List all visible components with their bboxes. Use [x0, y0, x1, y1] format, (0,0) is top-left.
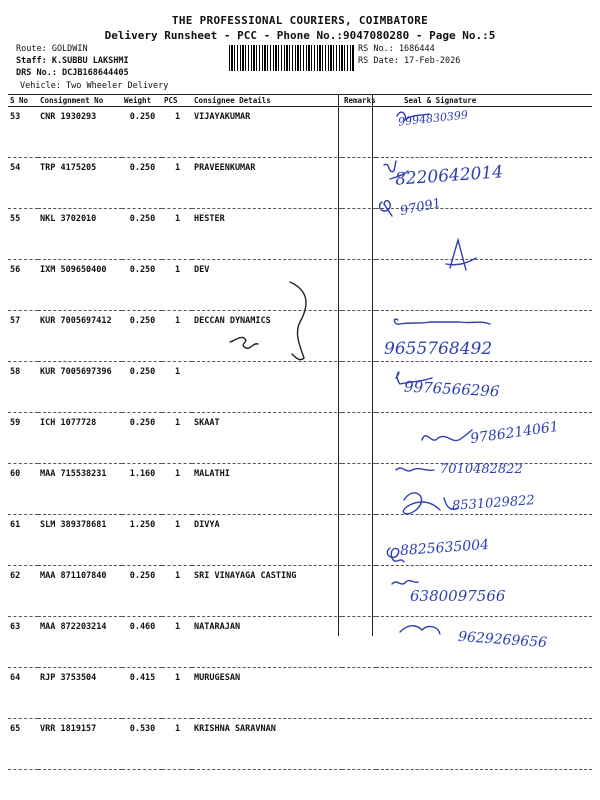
- vehicle-label: Vehicle: Two Wheeler Delivery: [20, 81, 169, 91]
- scribble-row-61: [396, 468, 434, 471]
- scribble-row-62: [403, 493, 458, 514]
- pieces: 1: [162, 566, 192, 617]
- consignee-name: HESTER: [192, 209, 342, 260]
- signature-row-61: 7010482822: [440, 462, 523, 477]
- consignment-number: IXM 509650400: [38, 260, 122, 311]
- rs-number: RS No.: 1686444: [358, 44, 435, 54]
- consignment-number: ICH 1077728: [38, 413, 122, 464]
- scribble-row-55: [380, 201, 392, 216]
- consignee-name: PRAVEENKUMAR: [192, 158, 342, 209]
- consignment-number: VRR 1819157: [38, 719, 122, 770]
- serial-number: 63: [8, 617, 38, 668]
- scribble-row-58-remark: [230, 337, 258, 348]
- signature-row-55: 97091: [398, 195, 443, 220]
- consignment-number: MAA 872203214: [38, 617, 122, 668]
- scribble-row-63: [387, 548, 404, 562]
- serial-number: 55: [8, 209, 38, 260]
- signature-row-65: 9629269656: [457, 628, 548, 652]
- consignee-name: SKAAT: [192, 413, 342, 464]
- serial-number: 60: [8, 464, 38, 515]
- serial-number: 56: [8, 260, 38, 311]
- consignment-number: SLM 389378681: [38, 515, 122, 566]
- weight: 0.250: [122, 260, 162, 311]
- pieces: 1: [162, 413, 192, 464]
- col-signature: Seal & Signature: [376, 95, 592, 107]
- scribble-row-64: [392, 581, 418, 584]
- consignment-number: CNR 1930293: [38, 107, 122, 158]
- scribble-row-65: [400, 626, 440, 634]
- col-consignment: Consignment No: [38, 95, 122, 107]
- scribble-row-59: [396, 372, 432, 384]
- consignment-number: RJP 3753504: [38, 668, 122, 719]
- consignment-number: MAA 715538231: [38, 464, 122, 515]
- scribble-row-53: [397, 112, 429, 120]
- pieces: 1: [162, 464, 192, 515]
- serial-number: 64: [8, 668, 38, 719]
- consignee-name: DIVYA: [192, 515, 342, 566]
- scribble-row-57: [290, 282, 306, 360]
- serial-number: 61: [8, 515, 38, 566]
- weight: 0.250: [122, 107, 162, 158]
- pieces: 1: [162, 668, 192, 719]
- consignment-number: KUR 7005697396: [38, 362, 122, 413]
- pieces: 1: [162, 617, 192, 668]
- pieces: 1: [162, 260, 192, 311]
- weight: 0.415: [122, 668, 162, 719]
- col-weight: Weight: [122, 95, 162, 107]
- weight: 0.530: [122, 719, 162, 770]
- route-label: Route: GOLDWIN: [16, 44, 88, 54]
- consignment-number: MAA 871107840: [38, 566, 122, 617]
- scribble-row-60: [422, 430, 472, 441]
- serial-number: 58: [8, 362, 38, 413]
- signature-row-53: 9994830399: [397, 108, 469, 129]
- signature-row-54: 8220642014: [394, 162, 504, 190]
- drs-number: DRS No.: DCJB168644405: [16, 68, 129, 78]
- pieces: 1: [162, 107, 192, 158]
- signature-row-64: 6380097566: [410, 587, 506, 605]
- staff-label: Staff: K.SUBBU LAKSHMI: [16, 56, 129, 66]
- company-name: THE PROFESSIONAL COURIERS, COIMBATORE: [171, 14, 429, 27]
- col-sno: S No: [8, 95, 38, 107]
- serial-number: 65: [8, 719, 38, 770]
- weight: 0.250: [122, 209, 162, 260]
- col-pcs: PCS: [162, 95, 192, 107]
- pieces: 1: [162, 719, 192, 770]
- scribble-row-54: [384, 161, 408, 179]
- consignment-number: TRP 4175205: [38, 158, 122, 209]
- signature-row-59: 9976566296: [403, 377, 500, 401]
- runsheet-title: Delivery Runsheet - PCC - Phone No.:9047080280 - Page No.:5: [104, 29, 496, 42]
- weight: 0.250: [122, 362, 162, 413]
- scribble-row-56: [446, 240, 476, 270]
- pieces: 1: [162, 158, 192, 209]
- rs-date: RS Date: 17-Feb-2026: [358, 56, 461, 66]
- serial-number: 54: [8, 158, 38, 209]
- consignment-number: NKL 3702010: [38, 209, 122, 260]
- serial-number: 62: [8, 566, 38, 617]
- consignee-name: KRISHNA SARAVNAN: [192, 719, 342, 770]
- weight: 0.460: [122, 617, 162, 668]
- consignee-name: DECCAN DYNAMICS: [192, 311, 342, 362]
- weight: 0.250: [122, 566, 162, 617]
- col-consignee: Consignee Details: [192, 95, 342, 107]
- consignee-name: SRI VINAYAGA CASTING: [192, 566, 342, 617]
- col-remarks: Remarks: [344, 96, 376, 105]
- pieces: 1: [162, 209, 192, 260]
- signature-row-63: 8825635004: [399, 536, 490, 560]
- pieces: 1: [162, 311, 192, 362]
- signature-row-62: 8531029822: [451, 493, 536, 514]
- serial-number: 53: [8, 107, 38, 158]
- serial-number: 59: [8, 413, 38, 464]
- weight: 0.250: [122, 158, 162, 209]
- consignee-name: VIJAYAKUMAR: [192, 107, 342, 158]
- consignee-name: NATARAJAN: [192, 617, 342, 668]
- pieces: 1: [162, 515, 192, 566]
- serial-number: 57: [8, 311, 38, 362]
- weight: 0.250: [122, 311, 162, 362]
- consignee-name: MURUGESAN: [192, 668, 342, 719]
- consignee-name: MALATHI: [192, 464, 342, 515]
- scribble-row-58: [394, 319, 490, 324]
- pieces: 1: [162, 362, 192, 413]
- signature-row-58: 9655768492: [384, 339, 493, 359]
- consignee-name: DEV: [192, 260, 342, 311]
- signature-row-60: 9786214061: [469, 418, 560, 448]
- weight: 0.250: [122, 413, 162, 464]
- weight: 1.160: [122, 464, 162, 515]
- consignment-number: KUR 7005697412: [38, 311, 122, 362]
- weight: 1.250: [122, 515, 162, 566]
